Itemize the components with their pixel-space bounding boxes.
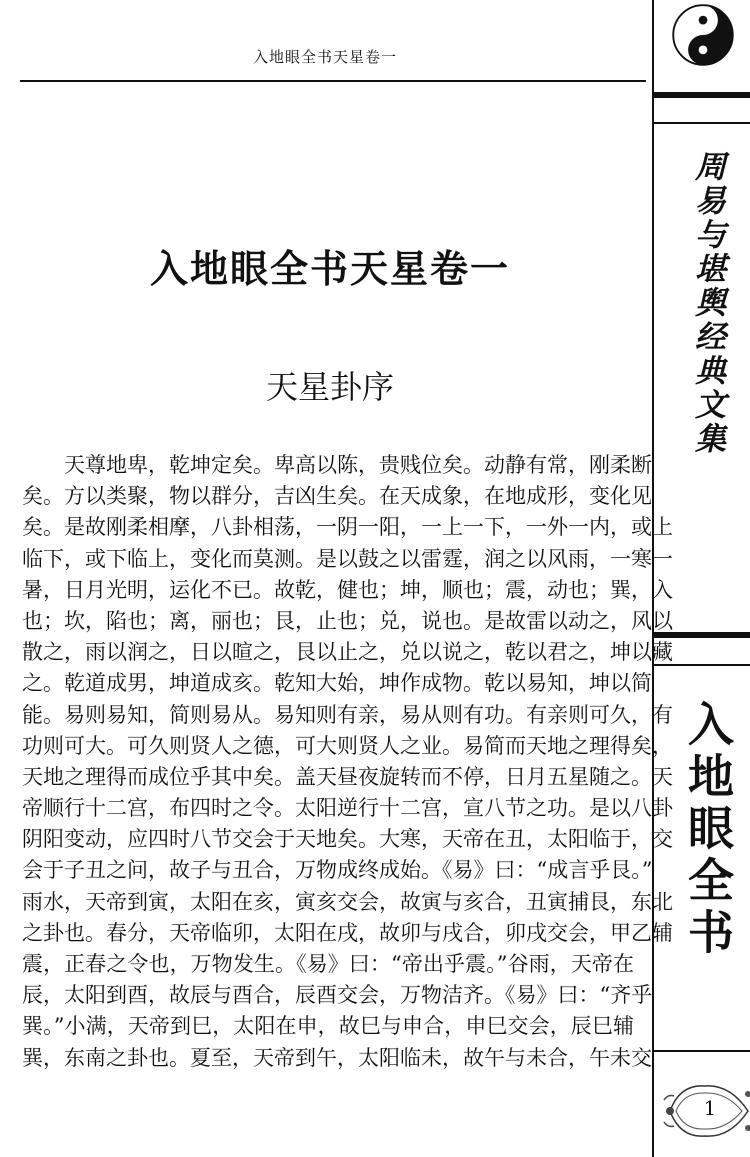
- body-line: 散之，雨以润之，日以暄之，艮以止之，兑以说之，乾以君之，坤以藏: [22, 640, 673, 665]
- sidebar-rule-middle-thin: [652, 664, 750, 666]
- sidebar-rule-top: [652, 92, 750, 98]
- body-line: 天地之理得而成位乎其中矣。盖天昼夜旋转而不停，日月五星随之。天: [22, 764, 673, 789]
- book-title: 入地眼全书: [681, 700, 735, 960]
- body-line: 之。乾道成男，坤道成亥。乾知大始，坤作成物。乾以易知，坤以简: [22, 671, 652, 696]
- body-line: 会于子丑之问，故子与丑合，万物成终成始。《易》曰：“成言乎艮。”: [22, 858, 653, 883]
- body-line: 暑，日月光明，运化不已。故乾，健也；坤，顺也；震，动也；巽，入: [22, 577, 673, 602]
- body-line: 能。易则易知，简则易从。易知则有亲，易从则有功。有亲则可久，有: [22, 702, 673, 727]
- running-head: 入地眼全书天星卷一: [252, 48, 397, 66]
- header-rule: [20, 80, 646, 82]
- sidebar-rule-bottom: [652, 1050, 750, 1052]
- chapter-title: 入地眼全书天星卷一: [149, 247, 510, 291]
- body-line: 之卦也。春分，天帝临卯，太阳在戌，故卯与戌合，卯戌交会，甲乙辅: [22, 920, 673, 945]
- body-line: 临下，或下临上，变化而莫测。是以鼓之以雷霆，润之以风雨，一寒一: [22, 546, 673, 571]
- body-line: 阴阳变动，应四时八节交会于天地矣。大寒，天帝在丑，太阳临于，交: [22, 827, 673, 852]
- body-line: 功则可大。可久则贤人之德，可大则贤人之业。易简而天地之理得矣，: [22, 733, 673, 758]
- body-line: 矣。方以类聚，物以群分，吉凶生矣。在天成象，在地成形，变化见: [22, 484, 652, 509]
- section-title: 天星卦序: [265, 368, 394, 406]
- sidebar-rule-top-thin: [652, 122, 750, 124]
- yin-yang-icon: [672, 4, 734, 66]
- page-number: 1: [703, 1096, 717, 1120]
- body-line: 震，正春之令也，万物发生。《易》曰：“帝出乎震。”谷雨，天帝在: [22, 952, 634, 976]
- body-line: 巽，东南之卦也。夏至，天帝到午，太阳临未，故午与未合，午未交: [22, 1045, 652, 1070]
- body-line: 帝顺行十二宫，布四时之令。太阳逆行十二宫，宣八节之功。是以八卦: [22, 796, 673, 821]
- body-text: [22, 450, 673, 1074]
- body-line: 矣。是故刚柔相摩，八卦相荡，一阴一阳，一上一下，一外一内，或上: [22, 515, 673, 540]
- body-line: 也；坎，陷也；离，丽也；艮，止也；兑，说也。是故雷以动之，风以: [22, 608, 673, 633]
- body-line: 辰，太阳到酉，故辰与酉合，辰酉交会，万物洁齐。《易》曰：“齐乎: [22, 983, 653, 1008]
- series-title: 周易与堪舆经典文集: [689, 150, 725, 456]
- body-line: 巽。”小满，天帝到巳，太阳在申，故巳与申合，申巳交会，辰巳辅: [22, 1014, 634, 1039]
- body-line: 天尊地卑，乾坤定矣。卑高以陈，贵贱位矣。动静有常，刚柔断: [64, 453, 652, 477]
- body-line: 雨水，天帝到寅，太阳在亥，寅亥交会，故寅与亥合，丑寅捕艮，东北: [22, 889, 673, 914]
